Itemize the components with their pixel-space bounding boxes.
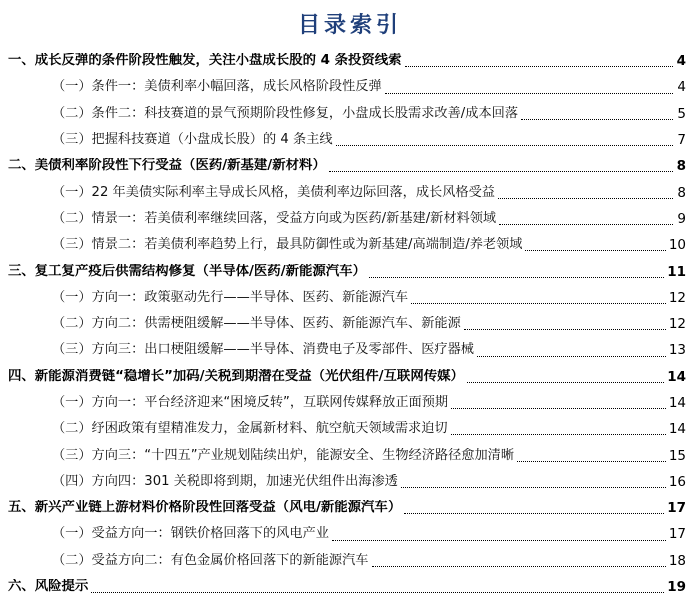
- toc-page-number: 12: [668, 316, 686, 333]
- toc-dot-leader: [404, 512, 664, 514]
- toc-entry-label: （二）方向二：供需梗阻缓解——半导体、医药、新能源汽车、新能源: [52, 316, 461, 332]
- toc-entry-label: 一、成长反弹的条件阶段性触发，关注小盘成长股的 4 条投资线索: [8, 53, 402, 69]
- toc-page-number: 7: [677, 132, 686, 149]
- toc-entry-label: （三）情景二：若美债利率趋势上行，最具防御性或为新基建/高端制造/养老领域: [52, 237, 523, 253]
- toc-dot-leader: [401, 486, 666, 488]
- toc-subsection-entry[interactable]: [0, 337, 700, 363]
- toc-page-number: 11: [667, 263, 686, 280]
- toc-entry-label: （一）方向一：政策驱动先行——半导体、医药、新能源汽车: [52, 289, 409, 305]
- toc-entry-label: 二、美债利率阶段性下行受益（医药/新基建/新材料）: [8, 158, 326, 174]
- toc-page-number: 4: [677, 79, 686, 96]
- toc-page-number: 15: [668, 447, 686, 464]
- toc-entry-label: （一）受益方向一：钢铁价格回落下的风电产业: [52, 526, 329, 542]
- toc-subsection-entry[interactable]: [0, 442, 700, 468]
- toc-entry-label: （一）方向一：平台经济迎来“困境反转”，互联网传媒释放正面预期: [52, 395, 449, 410]
- toc-entry-label: （三）把握科技赛道（小盘成长股）的 4 条主线: [52, 132, 333, 148]
- toc-entry-label: （三）方向三：出口梗阻缓解——半导体、消费电子及零部件、医疗器械: [52, 342, 474, 358]
- toc-dot-leader: [467, 381, 664, 383]
- toc-page-number: 8: [676, 158, 686, 175]
- toc-page-number: 18: [668, 552, 686, 569]
- toc-dot-leader: [517, 460, 666, 462]
- toc-subsection-entry[interactable]: [0, 521, 700, 547]
- toc-entry-label: （一）22 年美债实际利率主导成长风格，美债利率边际回落，成长风格受益: [52, 184, 495, 200]
- toc-page-number: 4: [676, 53, 686, 70]
- toc-entry-label: 四、新能源消费链“稳增长”加码/关税到期潜在受益（光伏组件/互联网传媒）: [8, 368, 464, 384]
- toc-dot-leader: [332, 539, 666, 541]
- toc-page-number: 17: [667, 500, 686, 517]
- toc-subsection-entry[interactable]: [0, 311, 700, 337]
- toc-dot-leader: [451, 433, 666, 435]
- toc-entry-label: （四）方向四：301 关税即将到期，加速光伏组件出海渗透: [52, 473, 398, 489]
- toc-subsection-entry[interactable]: [0, 469, 700, 495]
- toc-subsection-entry[interactable]: [0, 232, 700, 258]
- toc-page-number: 9: [677, 210, 686, 227]
- toc-page-number: 8: [677, 184, 686, 201]
- toc-dot-leader: [385, 92, 673, 94]
- toc-page-number: 12: [668, 289, 686, 306]
- toc-dot-leader: [499, 223, 673, 225]
- toc-subsection-entry[interactable]: [0, 548, 700, 574]
- toc-entry-label: （二）情景一：若美债利率继续回落，受益方向或为医药/新基建/新材料领域: [52, 210, 497, 226]
- toc-page-number: 14: [667, 368, 686, 385]
- toc-entry-label: 三、复工复产疫后供需结构修复（半导体/医药/新能源汽车）: [8, 263, 366, 279]
- toc-section-entry[interactable]: [0, 48, 700, 74]
- toc-section-entry[interactable]: [0, 153, 700, 179]
- toc-page-number: 19: [667, 579, 686, 596]
- toc-section-entry[interactable]: [0, 364, 700, 390]
- toc-subsection-entry[interactable]: [0, 416, 700, 442]
- toc-entry-label: （二）纾困政策有望精准发力，金属新材料、航空航天领域需求迫切: [52, 421, 448, 437]
- toc-section-entry[interactable]: [0, 258, 700, 284]
- toc-section-entry[interactable]: [0, 495, 700, 521]
- toc-subsection-entry[interactable]: [0, 285, 700, 311]
- toc-page-number: 14: [668, 395, 686, 411]
- toc-subsection-entry[interactable]: [0, 74, 700, 100]
- toc-section-entry[interactable]: [0, 574, 700, 600]
- toc-page-number: 13: [668, 342, 686, 359]
- toc-dot-leader: [525, 249, 665, 251]
- toc-dot-leader: [464, 328, 666, 330]
- toc-dot-leader: [405, 65, 673, 67]
- toc-entry-label: （三）方向三：“十四五”产业规划陆续出炉，能源安全、生物经济路径愈加清晰: [52, 447, 515, 463]
- toc-page-number: 14: [668, 421, 686, 438]
- toc-dot-leader: [411, 302, 666, 304]
- toc-dot-leader: [91, 591, 664, 593]
- toc-dot-leader: [521, 118, 673, 120]
- toc-subsection-entry[interactable]: [0, 101, 700, 127]
- toc-entry-label: （二）条件二：科技赛道的景气预期阶段性修复，小盘成长股需求改善/成本回落: [52, 105, 519, 121]
- toc-dot-leader: [477, 355, 666, 357]
- toc-subsection-entry[interactable]: [0, 390, 700, 416]
- toc-entry-label: （二）受益方向二：有色金属价格回落下的新能源汽车: [52, 552, 369, 568]
- toc-page-number: 5: [677, 105, 686, 122]
- toc-dot-leader: [329, 170, 673, 172]
- toc-page-number: 16: [668, 473, 686, 490]
- toc-entry-label: （一）条件一：美债利率小幅回落，成长风格阶段性反弹: [52, 79, 382, 95]
- table-of-contents: [0, 48, 700, 600]
- toc-entry-label: 五、新兴产业链上游材料价格阶段性回落受益（风电/新能源汽车）: [8, 500, 402, 516]
- toc-dot-leader: [369, 276, 664, 278]
- toc-page-number: 17: [668, 526, 686, 543]
- toc-subsection-entry[interactable]: [0, 206, 700, 232]
- toc-subsection-entry[interactable]: [0, 127, 700, 153]
- toc-dot-leader: [498, 197, 673, 199]
- toc-subsection-entry[interactable]: [0, 179, 700, 205]
- toc-dot-leader: [451, 407, 666, 409]
- toc-entry-label: 六、风险提示: [8, 579, 89, 595]
- toc-dot-leader: [372, 565, 666, 567]
- toc-page-number: 10: [668, 237, 686, 254]
- toc-dot-leader: [336, 144, 673, 146]
- page-title: 目录索引: [297, 13, 402, 38]
